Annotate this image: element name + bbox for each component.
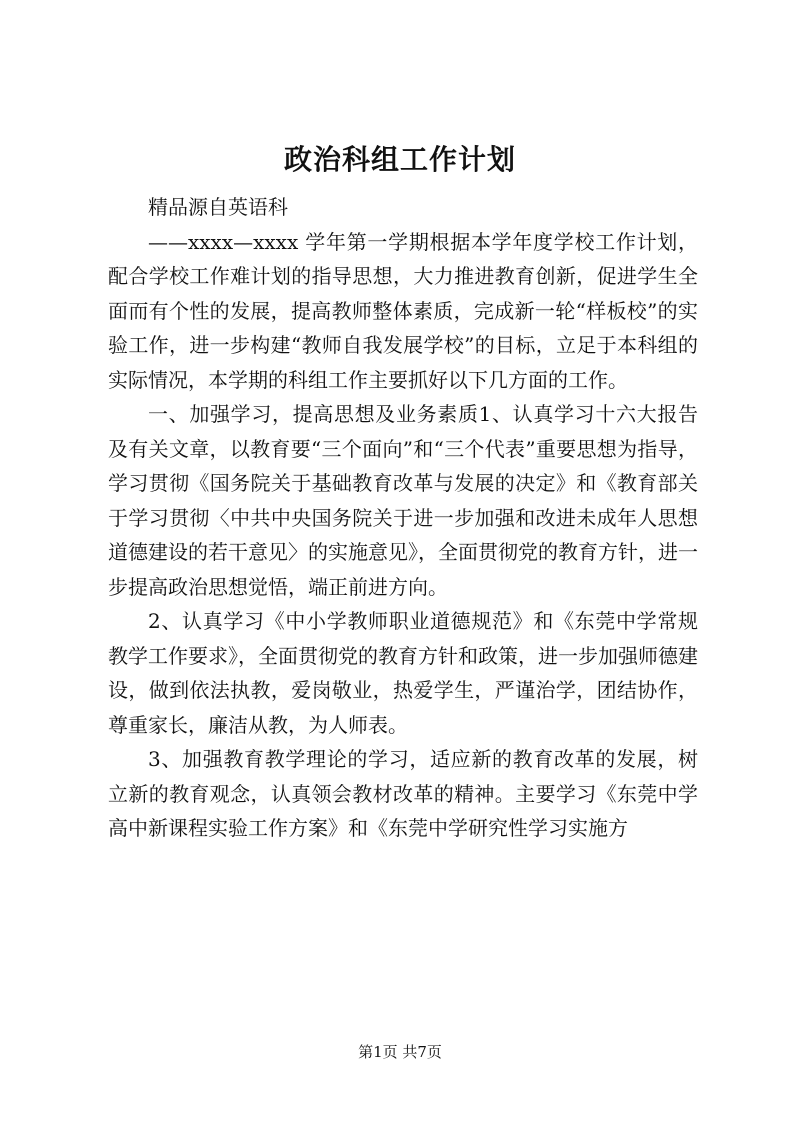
document-body bbox=[108, 190, 698, 846]
paragraph-intro: ——xxxx—xxxx 学年第一学期根据本学年度学校工作计划，配合学校工作难计划的指导思想，大力推进教育创新，促进学生全面而有个性的发展，提高教师整体素质，完成新一轮“样板校”的实验工作，进一步构建“教师自我发展学校”的目标，立足于本科组的实际情况，本学期的科组工作主要抓好以下几方面的工作。 bbox=[108, 229, 698, 392]
page-footer: 第1页 共7页 bbox=[358, 1043, 442, 1061]
paragraph-section-1: 一、加强学习，提高思想及业务素质1、认真学习十六大报告及有关文章，以教育要“三个面向”和“三个代表”重要思想为指导，学习贯彻《国务院关于基础教育改革与发展的决定》和《教育部关于学习贯彻〈中共中央国务院关于进一步加强和改进未成年人思想道德建设的若干意见〉的实施意见》，全面贯彻党的教育方针，进一步提高政治思想觉悟，端正前进方向。 bbox=[108, 402, 698, 599]
document-title: 政治科组工作计划 bbox=[283, 143, 516, 176]
paragraph-subtitle: 精品源自英语科 bbox=[148, 195, 288, 219]
paragraph-item-2: 2、认真学习《中小学教师职业道德规范》和《东莞中学常规教学工作要求》，全面贯彻党的教育方针和政策，进一步加强师德建设，做到依法执教，爱岗敬业，热爱学生，严谨治学，团结协作，尊重家长，廉洁从教，为人师表。 bbox=[108, 609, 698, 737]
paragraph-item-3: 3、加强教育教学理论的学习，适应新的教育改革的发展，树立新的教育观念，认真领会教材改革的精神。主要学习《东莞中学高中新课程实验工作方案》和《东莞中学研究性学习实施方 bbox=[108, 747, 698, 840]
